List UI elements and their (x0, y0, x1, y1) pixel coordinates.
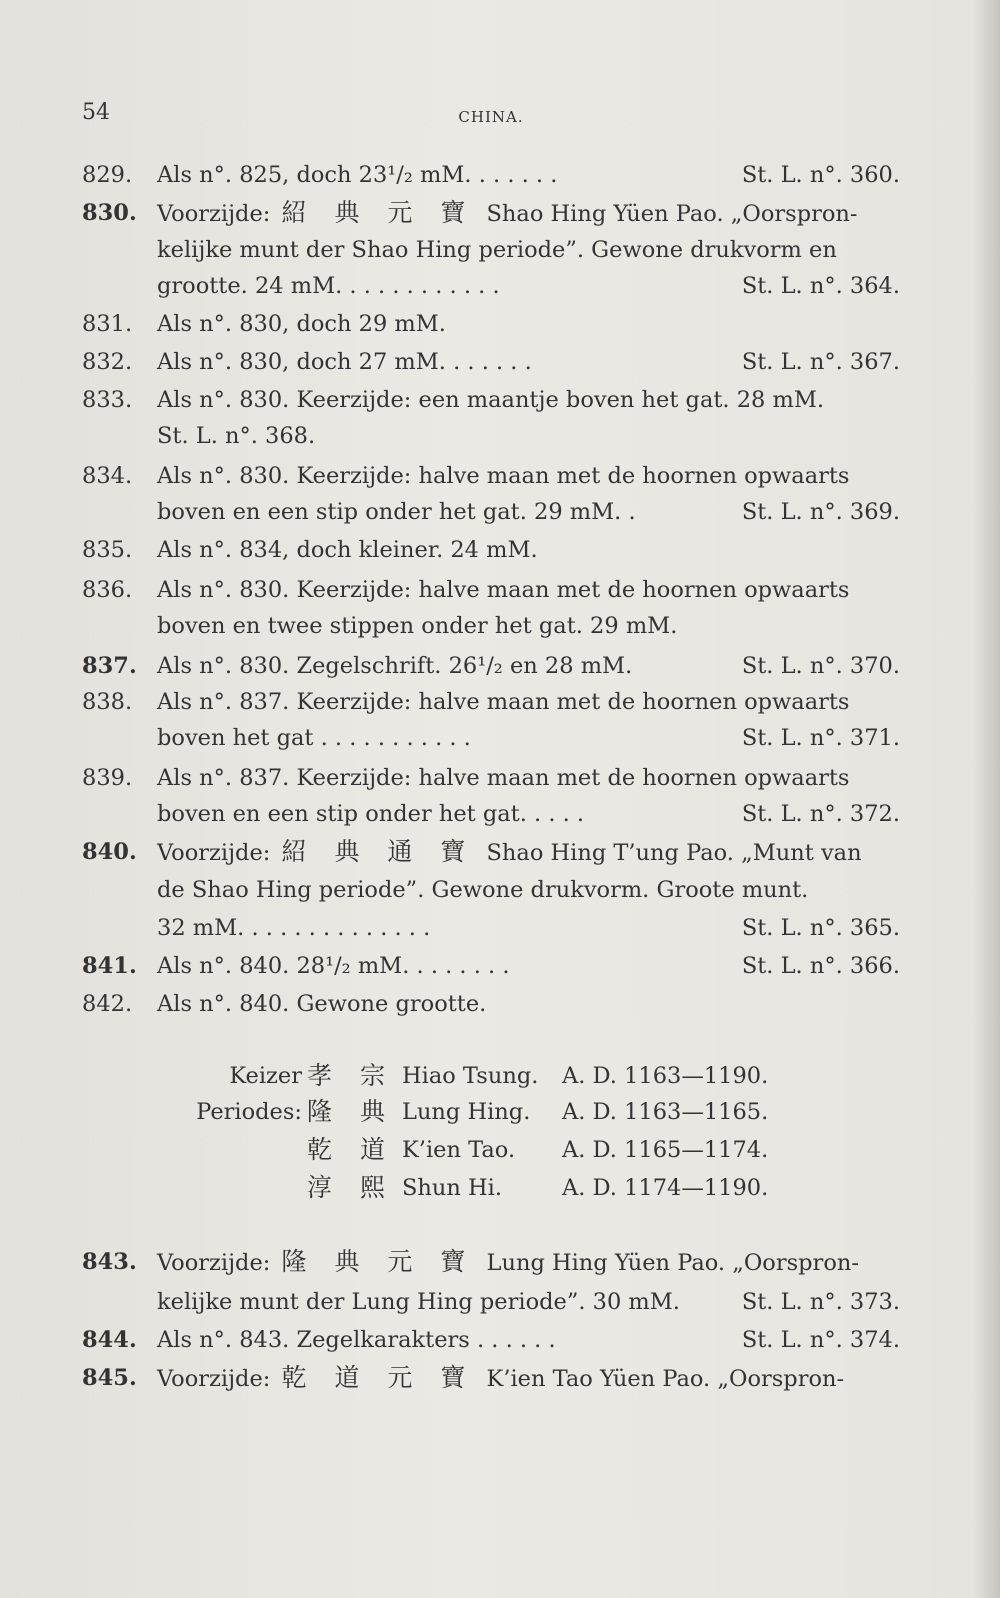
entry-838 (82, 684, 900, 720)
entry-text: Als n°. 830. Zegelschrift. 26¹/₂ en 28 mM. (157, 653, 633, 679)
entry-830 (82, 195, 900, 231)
entry-text: Als n°. 830. Keerzijde: halve maan met de hoornen opwaarts (157, 577, 850, 603)
entry-reference: St. L. n°. 367. (741, 349, 900, 375)
entry-reference: St. L. n°. 360. (741, 162, 900, 188)
legend-romanized: Shao Hing T’ung Pao. „Munt van (486, 840, 862, 866)
legend-romanized: K’ien Tao Yüen Pao. „Oorspron- (486, 1366, 845, 1392)
running-head: CHINA. (458, 108, 524, 126)
entry-840 (82, 834, 900, 870)
entry-841 (82, 948, 900, 984)
entry-835 (82, 532, 900, 568)
entry-829 (82, 157, 900, 193)
entry-831 (82, 306, 900, 342)
entry-number: 837. (82, 653, 137, 679)
entry-number: 831. (82, 311, 133, 337)
entry-reference: St. L. n°. 374. (741, 1327, 900, 1353)
entry-reference: St. L. n°. 373. (741, 1289, 900, 1315)
entry-text: Als n°. 830. Keerzijde: halve maan met de hoornen opwaarts (157, 463, 850, 489)
entry-reference: St. L. n°. 370. (741, 653, 900, 679)
entry-text: Als n°. 837. Keerzijde: halve maan met de hoornen opwaarts (157, 689, 850, 715)
entry-text (157, 834, 862, 871)
entry-number: 845. (82, 1365, 137, 1391)
entry-text: Als n°. 830, doch 27 mM. . . . . . . (157, 349, 532, 375)
entry-text: boven het gat . . . . . . . . . . . (157, 725, 471, 751)
entry-text: de Shao Hing periode”. Gewone drukvorm. Groote munt. (157, 877, 809, 903)
entry-text: boven en een stip onder het gat. . . . . (157, 801, 585, 827)
obverse-label: Voorzijde: (157, 840, 271, 866)
page-header (82, 100, 900, 140)
entry-number: 843. (82, 1249, 137, 1275)
entry-reference: St. L. n°. 372. (741, 801, 900, 827)
reign-romanized: K’ien Tao. (402, 1137, 516, 1163)
entry-number: 834. (82, 463, 133, 489)
entry-text: boven en twee stippen onder het gat. 29 mM. (157, 613, 678, 639)
entry-text: Als n°. 830. Keerzijde: een maantje boven het gat. 28 mM. (157, 387, 825, 413)
reign-romanized: Shun Hi. (402, 1175, 503, 1201)
entry-837 (82, 648, 900, 684)
entry-832 (82, 344, 900, 380)
chinese-legend: 紹 典 元 寶 (281, 198, 476, 227)
entry-number: 835. (82, 537, 133, 563)
entry-reference: St. L. n°. 366. (741, 953, 900, 979)
entry-number: 838. (82, 689, 133, 715)
reign-dates: A. D. 1163—1165. (562, 1099, 769, 1125)
entry-number: 839. (82, 765, 133, 791)
entry-834 (82, 458, 900, 494)
reign-romanized: Lung Hing. (402, 1099, 531, 1125)
entry-number: 829. (82, 162, 133, 188)
reign-emperor (82, 1058, 900, 1094)
entry-text: Als n°. 837. Keerzijde: halve maan met de hoornen opwaarts (157, 765, 850, 791)
entry-830-cont (82, 232, 900, 268)
entry-843 (82, 1244, 900, 1280)
chinese-legend: 隆 典 元 寶 (281, 1247, 476, 1276)
entry-text: Als n°. 834, doch kleiner. 24 mM. (157, 537, 538, 563)
obverse-label: Voorzijde: (157, 1366, 271, 1392)
entry-834-cont (82, 494, 900, 530)
entry-number: 836. (82, 577, 133, 603)
entry-text: Als n°. 843. Zegelkarakters . . . . . . (157, 1327, 556, 1353)
entry-number: 832. (82, 349, 133, 375)
entry-text: 32 mM. . . . . . . . . . . . . . (157, 915, 431, 941)
entry-number: 841. (82, 953, 137, 979)
entry-843-cont (82, 1284, 900, 1320)
entry-reference: St. L. n°. 365. (741, 915, 900, 941)
reign-chinese: 淳 熙 (307, 1173, 395, 1202)
legend-romanized: Shao Hing Yüen Pao. „Oorspron- (486, 201, 858, 227)
reign-romanized: Hiao Tsung. (402, 1063, 539, 1089)
chinese-legend: 乾 道 元 寶 (281, 1363, 476, 1392)
entry-text: kelijke munt der Shao Hing periode”. Gewone drukvorm en (157, 237, 837, 263)
legend-romanized: Lung Hing Yüen Pao. „Oorspron- (486, 1250, 859, 1276)
entry-838-cont (82, 720, 900, 756)
entry-842 (82, 986, 900, 1022)
entry-840-cont (82, 872, 900, 908)
entry-845 (82, 1360, 900, 1396)
entry-text (157, 1360, 844, 1397)
entry-reference: St. L. n°. 364. (741, 273, 900, 299)
reign-period (82, 1094, 900, 1130)
entry-number: 844. (82, 1327, 137, 1353)
entry-text (157, 195, 858, 232)
obverse-label: Voorzijde: (157, 1250, 271, 1276)
chinese-legend: 紹 典 通 寶 (281, 837, 476, 866)
reign-period (82, 1132, 900, 1168)
page-number: 54 (82, 100, 110, 125)
entry-836 (82, 572, 900, 608)
entry-number: 840. (82, 839, 137, 865)
entry-839 (82, 760, 900, 796)
reign-period (82, 1170, 900, 1206)
reign-chinese: 隆 典 (307, 1097, 395, 1126)
entry-844 (82, 1322, 900, 1358)
entry-text: Als n°. 825, doch 23¹/₂ mM. . . . . . . (157, 162, 558, 188)
entry-reference: St. L. n°. 369. (741, 499, 900, 525)
entry-839-cont (82, 796, 900, 832)
entry-number: 833. (82, 387, 133, 413)
reign-dates: A. D. 1165—1174. (562, 1137, 769, 1163)
entry-text: Als n°. 840. 28¹/₂ mM. . . . . . . . (157, 953, 510, 979)
reign-chinese: 乾 道 (307, 1135, 395, 1164)
reign-label: Keizer (229, 1063, 302, 1089)
entry-text: St. L. n°. 368. (157, 423, 316, 449)
entry-833 (82, 382, 900, 418)
reign-chinese: 孝 宗 (307, 1061, 395, 1090)
entry-836-cont (82, 608, 900, 644)
entry-text: Als n°. 840. Gewone grootte. (157, 991, 487, 1017)
entry-text: kelijke munt der Lung Hing periode”. 30 mM. (157, 1289, 680, 1315)
entry-text (157, 1244, 859, 1281)
reign-label: Periodes: (196, 1099, 302, 1125)
entry-830-cont (82, 268, 900, 304)
entry-840-cont (82, 910, 900, 946)
obverse-label: Voorzijde: (157, 201, 271, 227)
entry-number: 830. (82, 200, 137, 226)
entry-text: grootte. 24 mM. . . . . . . . . . . . (157, 273, 500, 299)
entry-text: Als n°. 830, doch 29 mM. (157, 311, 446, 337)
page-edge-shadow (972, 0, 1000, 1598)
entry-833-cont (82, 418, 900, 454)
reign-dates: A. D. 1174—1190. (562, 1175, 769, 1201)
entry-text: boven en een stip onder het gat. 29 mM. . (157, 499, 636, 525)
entry-number: 842. (82, 991, 133, 1017)
reign-dates: A. D. 1163—1190. (562, 1063, 769, 1089)
entry-reference: St. L. n°. 371. (741, 725, 900, 751)
